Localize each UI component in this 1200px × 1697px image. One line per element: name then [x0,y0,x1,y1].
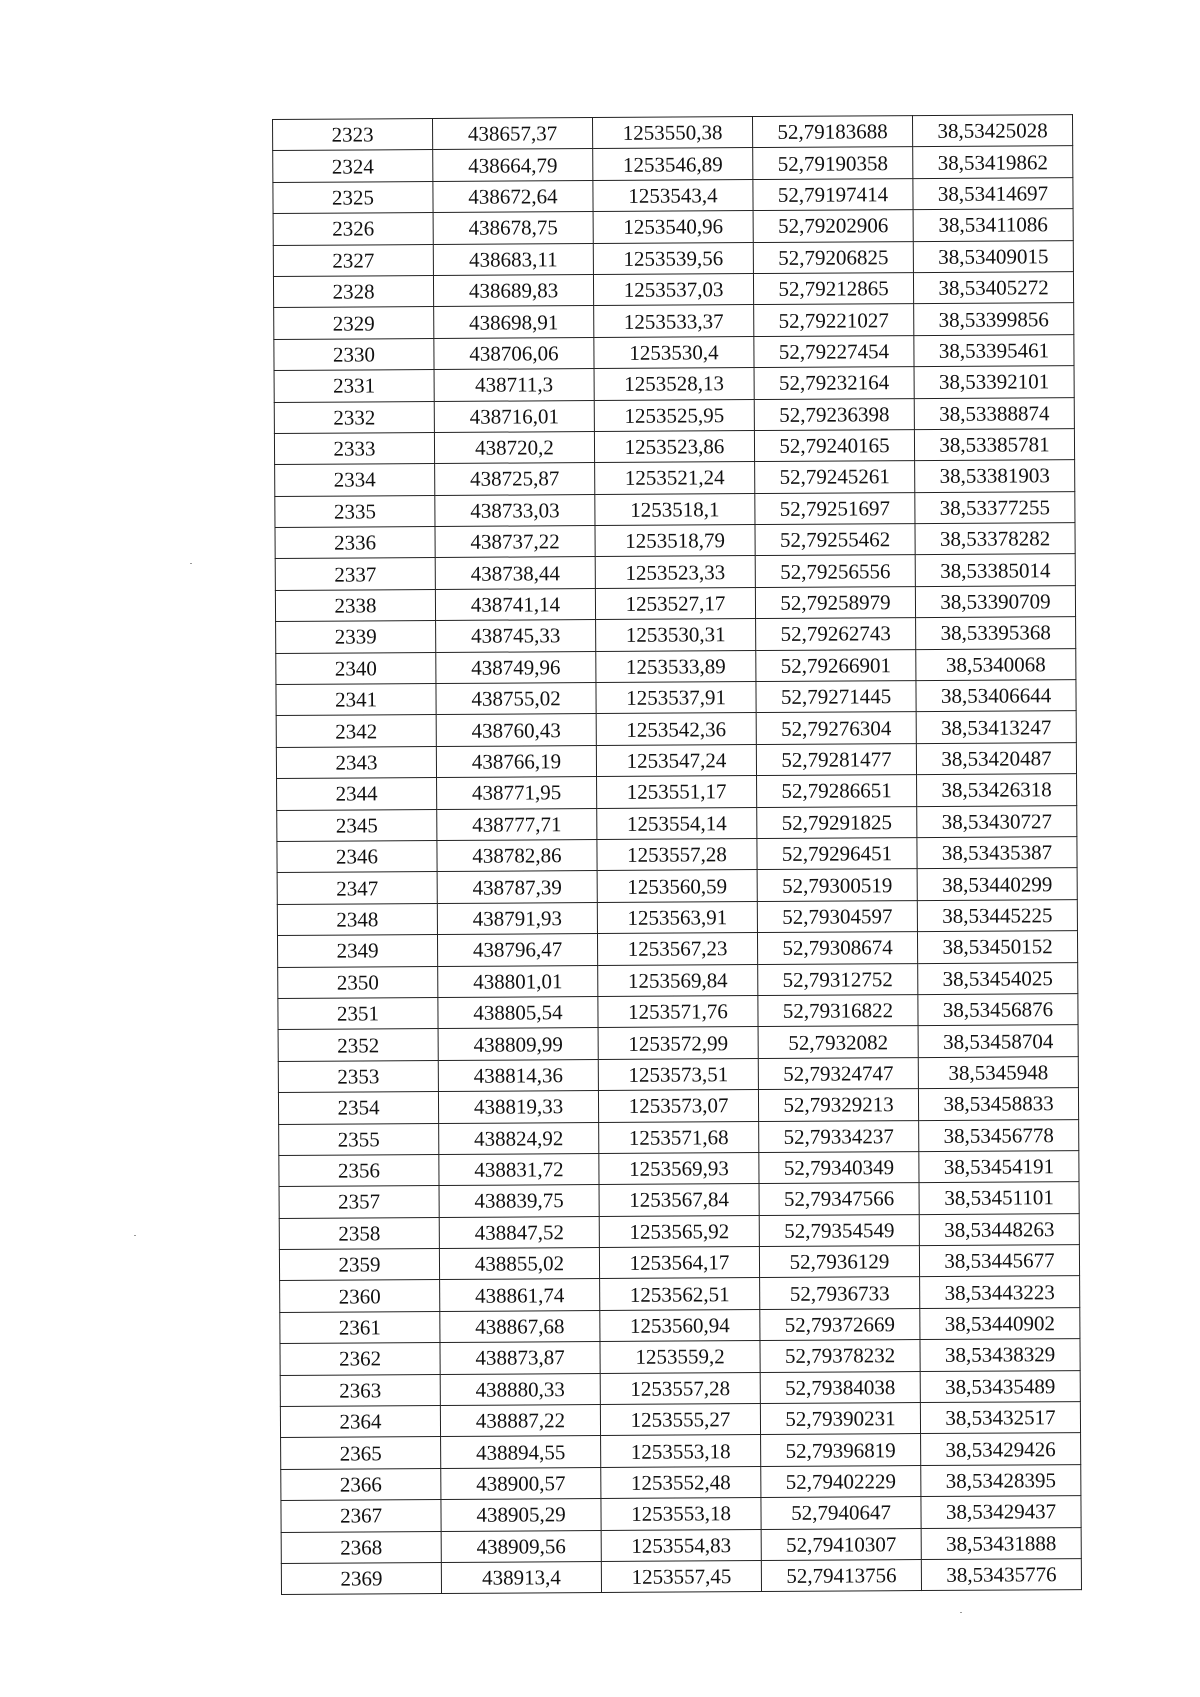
x-coordinate-cell: 438913,4 [441,1561,601,1593]
longitude-cell: 38,53430727 [917,805,1077,837]
point-number-cell: 2359 [279,1249,439,1281]
point-number-cell: 2332 [274,401,434,433]
y-coordinate-cell: 1253554,14 [597,807,757,839]
table-row [277,774,1077,810]
latitude-cell: 52,79354549 [759,1214,919,1246]
x-coordinate-cell: 438814,36 [438,1059,598,1091]
x-coordinate-cell: 438867,68 [440,1310,600,1342]
y-coordinate-cell: 1253518,79 [595,525,755,557]
point-number-cell: 2334 [275,464,435,496]
latitude-cell: 52,79202906 [753,210,913,242]
point-number-cell: 2364 [280,1406,440,1438]
longitude-cell: 38,53390709 [915,585,1075,617]
y-coordinate-cell: 1253552,48 [601,1466,761,1498]
y-coordinate-cell: 1253547,24 [596,744,756,776]
latitude-cell: 52,79281477 [756,743,916,775]
point-number-cell: 2337 [275,558,435,590]
y-coordinate-cell: 1253554,83 [601,1529,761,1561]
y-coordinate-cell: 1253550,38 [592,117,752,149]
y-coordinate-cell: 1253567,23 [597,933,757,965]
x-coordinate-cell: 438839,75 [439,1185,599,1217]
y-coordinate-cell: 1253543,4 [593,179,753,211]
table-row [280,1276,1080,1312]
y-coordinate-cell: 1253551,17 [597,776,757,808]
latitude-cell: 52,79221027 [754,304,914,336]
x-coordinate-cell: 438755,02 [436,683,596,715]
point-number-cell: 2347 [277,872,437,904]
table-row [275,585,1075,621]
point-number-cell: 2356 [279,1154,439,1186]
table-row [279,1119,1079,1155]
latitude-cell: 52,79227454 [754,335,914,367]
x-coordinate-cell: 438791,93 [437,902,597,934]
longitude-cell: 38,53438329 [920,1339,1080,1371]
latitude-cell: 52,79291825 [757,806,917,838]
table-row [278,994,1078,1030]
latitude-cell: 52,79256556 [755,555,915,587]
x-coordinate-cell: 438894,55 [441,1436,601,1468]
latitude-cell: 52,79197414 [753,178,913,210]
longitude-cell: 38,53413247 [916,711,1076,743]
x-coordinate-cell: 438900,57 [441,1467,601,1499]
point-number-cell: 2342 [276,715,436,747]
x-coordinate-cell: 438873,87 [440,1342,600,1374]
longitude-cell: 38,53428395 [921,1464,1081,1496]
y-coordinate-cell: 1253560,94 [600,1309,760,1341]
table-row [280,1370,1080,1406]
table-row [276,680,1076,716]
y-coordinate-cell: 1253525,95 [594,399,754,431]
latitude-cell: 52,79410307 [761,1528,921,1560]
point-number-cell: 2369 [281,1562,441,1594]
latitude-cell: 52,79390231 [760,1403,920,1435]
y-coordinate-cell: 1253521,24 [595,462,755,494]
x-coordinate-cell: 438777,71 [437,808,597,840]
y-coordinate-cell: 1253542,36 [596,713,756,745]
latitude-cell: 52,79276304 [756,712,916,744]
table-row [278,1025,1078,1061]
longitude-cell: 38,53395368 [916,617,1076,649]
longitude-cell: 38,53456876 [918,994,1078,1026]
point-number-cell: 2325 [273,181,433,213]
y-coordinate-cell: 1253562,51 [600,1278,760,1310]
table-row [277,868,1077,904]
latitude-cell: 52,79286651 [757,775,917,807]
longitude-cell: 38,53399856 [914,303,1074,335]
y-coordinate-cell: 1253557,28 [597,839,757,871]
latitude-cell: 52,79304597 [757,900,917,932]
longitude-cell: 38,53406644 [916,680,1076,712]
coordinates-table-body [273,115,1082,1595]
y-coordinate-cell: 1253553,18 [601,1498,761,1530]
point-number-cell: 2349 [277,935,437,967]
longitude-cell: 38,53432517 [920,1402,1080,1434]
point-number-cell: 2352 [278,1029,438,1061]
point-number-cell: 2323 [273,119,433,151]
latitude-cell: 52,79251697 [755,492,915,524]
latitude-cell: 52,79413756 [761,1560,921,1592]
x-coordinate-cell: 438905,29 [441,1499,601,1531]
latitude-cell: 52,7940647 [761,1497,921,1529]
y-coordinate-cell: 1253523,33 [595,556,755,588]
table-row [277,837,1077,873]
table-row [276,742,1076,778]
latitude-cell: 52,79266901 [756,649,916,681]
latitude-cell: 52,79324747 [758,1057,918,1089]
point-number-cell: 2346 [277,840,437,872]
point-number-cell: 2350 [278,966,438,998]
table-row [273,146,1073,182]
latitude-cell: 52,79236398 [754,398,914,430]
y-coordinate-cell: 1253569,84 [598,964,758,996]
longitude-cell: 38,53458704 [918,1025,1078,1057]
point-number-cell: 2324 [273,150,433,182]
x-coordinate-cell: 438678,75 [433,212,593,244]
table-row [278,1088,1078,1124]
y-coordinate-cell: 1253557,45 [601,1561,761,1593]
x-coordinate-cell: 438745,33 [436,620,596,652]
point-number-cell: 2357 [279,1186,439,1218]
longitude-cell: 38,53429437 [921,1496,1081,1528]
point-number-cell: 2329 [274,307,434,339]
y-coordinate-cell: 1253560,59 [597,870,757,902]
x-coordinate-cell: 438741,14 [435,588,595,620]
longitude-cell: 38,53443223 [920,1276,1080,1308]
point-number-cell: 2335 [275,495,435,527]
point-number-cell: 2343 [276,746,436,778]
y-coordinate-cell: 1253533,37 [594,305,754,337]
y-coordinate-cell: 1253527,17 [595,587,755,619]
table-row [274,397,1074,433]
table-row [275,460,1075,496]
table-row [281,1433,1081,1469]
x-coordinate-cell: 438657,37 [433,118,593,150]
point-number-cell: 2360 [280,1280,440,1312]
x-coordinate-cell: 438760,43 [436,714,596,746]
y-coordinate-cell: 1253537,03 [593,274,753,306]
latitude-cell: 52,79183688 [752,116,912,148]
longitude-cell: 38,53431888 [921,1527,1081,1559]
latitude-cell: 52,79212865 [753,273,913,305]
point-number-cell: 2328 [273,275,433,307]
latitude-cell: 52,79312752 [758,963,918,995]
table-row [277,899,1077,935]
y-coordinate-cell: 1253528,13 [594,368,754,400]
table-row [273,115,1073,151]
latitude-cell: 52,79240165 [754,429,914,461]
x-coordinate-cell: 438819,33 [438,1091,598,1123]
longitude-cell: 38,53409015 [913,240,1073,272]
table-row [275,523,1075,559]
longitude-cell: 38,53440299 [917,868,1077,900]
y-coordinate-cell: 1253563,91 [597,901,757,933]
x-coordinate-cell: 438672,64 [433,180,593,212]
y-coordinate-cell: 1253557,28 [600,1372,760,1404]
point-number-cell: 2368 [281,1531,441,1563]
latitude-cell: 52,79329213 [758,1089,918,1121]
scan-speck [190,563,192,564]
x-coordinate-cell: 438737,22 [435,526,595,558]
longitude-cell: 38,5345948 [918,1056,1078,1088]
latitude-cell: 52,79378232 [760,1340,920,1372]
point-number-cell: 2341 [276,684,436,716]
table-row [274,303,1074,339]
longitude-cell: 38,53458833 [918,1088,1078,1120]
table-row [273,177,1073,213]
latitude-cell: 52,79334237 [759,1120,919,1152]
y-coordinate-cell: 1253530,31 [596,619,756,651]
x-coordinate-cell: 438725,87 [435,463,595,495]
x-coordinate-cell: 438861,74 [440,1279,600,1311]
point-number-cell: 2355 [279,1123,439,1155]
latitude-cell: 52,79372669 [760,1308,920,1340]
latitude-cell: 52,79232164 [754,367,914,399]
latitude-cell: 52,79190358 [753,147,913,179]
y-coordinate-cell: 1253569,93 [599,1152,759,1184]
table-row [281,1527,1081,1563]
point-number-cell: 2340 [276,652,436,684]
y-coordinate-cell: 1253555,27 [600,1404,760,1436]
y-coordinate-cell: 1253564,17 [599,1247,759,1279]
point-number-cell: 2333 [274,432,434,464]
scan-speck [960,1612,962,1613]
longitude-cell: 38,53435489 [920,1370,1080,1402]
table-row [280,1339,1080,1375]
y-coordinate-cell: 1253530,4 [594,336,754,368]
table-row [274,334,1074,370]
longitude-cell: 38,53405272 [913,272,1073,304]
point-number-cell: 2361 [280,1311,440,1343]
y-coordinate-cell: 1253573,51 [598,1058,758,1090]
table-row [275,491,1075,527]
y-coordinate-cell: 1253571,68 [599,1121,759,1153]
longitude-cell: 38,53450152 [917,931,1077,963]
y-coordinate-cell: 1253539,56 [593,242,753,274]
longitude-cell: 38,53454191 [919,1150,1079,1182]
point-number-cell: 2353 [278,1060,438,1092]
table-row [277,931,1077,967]
x-coordinate-cell: 438831,72 [439,1153,599,1185]
y-coordinate-cell: 1253571,76 [598,995,758,1027]
table-row [273,240,1073,276]
x-coordinate-cell: 438716,01 [434,400,594,432]
x-coordinate-cell: 438824,92 [439,1122,599,1154]
point-number-cell: 2354 [278,1092,438,1124]
y-coordinate-cell: 1253559,2 [600,1341,760,1373]
table-row [281,1496,1081,1532]
latitude-cell: 52,7932082 [758,1026,918,1058]
point-number-cell: 2363 [280,1374,440,1406]
table-row [279,1182,1079,1218]
latitude-cell: 52,79206825 [753,241,913,273]
longitude-cell: 38,53392101 [914,366,1074,398]
latitude-cell: 52,79396819 [761,1434,921,1466]
x-coordinate-cell: 438664,79 [433,149,593,181]
longitude-cell: 38,53456778 [919,1119,1079,1151]
y-coordinate-cell: 1253533,89 [596,650,756,682]
longitude-cell: 38,53426318 [917,774,1077,806]
latitude-cell: 52,79271445 [756,681,916,713]
longitude-cell: 38,53435387 [917,837,1077,869]
longitude-cell: 38,53425028 [912,115,1072,147]
y-coordinate-cell: 1253540,96 [593,211,753,243]
x-coordinate-cell: 438847,52 [439,1216,599,1248]
longitude-cell: 38,53385781 [914,429,1074,461]
x-coordinate-cell: 438787,39 [437,871,597,903]
longitude-cell: 38,53414697 [913,177,1073,209]
x-coordinate-cell: 438683,11 [433,243,593,275]
x-coordinate-cell: 438720,2 [434,431,594,463]
x-coordinate-cell: 438711,3 [434,369,594,401]
point-number-cell: 2330 [274,338,434,370]
longitude-cell: 38,53448263 [919,1213,1079,1245]
x-coordinate-cell: 438689,83 [433,274,593,306]
table-row [281,1559,1081,1595]
longitude-cell: 38,53420487 [916,742,1076,774]
point-number-cell: 2336 [275,527,435,559]
longitude-cell: 38,53429426 [921,1433,1081,1465]
latitude-cell: 52,79316822 [758,995,918,1027]
point-number-cell: 2327 [273,244,433,276]
longitude-cell: 38,53451101 [919,1182,1079,1214]
point-number-cell: 2351 [278,997,438,1029]
x-coordinate-cell: 438805,54 [438,996,598,1028]
latitude-cell: 52,79300519 [757,869,917,901]
x-coordinate-cell: 438771,95 [437,777,597,809]
table-row [278,962,1078,998]
x-coordinate-cell: 438698,91 [434,306,594,338]
table-row [279,1245,1079,1281]
x-coordinate-cell: 438909,56 [441,1530,601,1562]
point-number-cell: 2348 [277,903,437,935]
y-coordinate-cell: 1253546,89 [593,148,753,180]
table-row [273,209,1073,245]
latitude-cell: 52,79384038 [760,1371,920,1403]
table-row [281,1464,1081,1500]
x-coordinate-cell: 438887,22 [440,1405,600,1437]
longitude-cell: 38,53411086 [913,209,1073,241]
longitude-cell: 38,53440902 [920,1307,1080,1339]
table-row [273,272,1073,308]
latitude-cell: 52,79255462 [755,524,915,556]
table-row [274,366,1074,402]
table-row [280,1402,1080,1438]
longitude-cell: 38,53388874 [914,397,1074,429]
latitude-cell: 52,79402229 [761,1465,921,1497]
point-number-cell: 2326 [273,213,433,245]
x-coordinate-cell: 438855,02 [439,1248,599,1280]
point-number-cell: 2366 [281,1468,441,1500]
coordinates-table [272,114,1082,1595]
longitude-cell: 38,53381903 [915,460,1075,492]
latitude-cell: 52,7936129 [759,1246,919,1278]
y-coordinate-cell: 1253523,86 [594,430,754,462]
x-coordinate-cell: 438782,86 [437,840,597,872]
latitude-cell: 52,79340349 [759,1151,919,1183]
latitude-cell: 52,79296451 [757,838,917,870]
point-number-cell: 2338 [275,589,435,621]
table-row [276,648,1076,684]
table-row [276,617,1076,653]
x-coordinate-cell: 438749,96 [436,651,596,683]
y-coordinate-cell: 1253537,91 [596,682,756,714]
longitude-cell: 38,53395461 [914,334,1074,366]
latitude-cell: 52,79308674 [757,932,917,964]
longitude-cell: 38,53445677 [919,1245,1079,1277]
y-coordinate-cell: 1253565,92 [599,1215,759,1247]
x-coordinate-cell: 438796,47 [437,934,597,966]
x-coordinate-cell: 438801,01 [438,965,598,997]
point-number-cell: 2367 [281,1500,441,1532]
table-row [279,1150,1079,1186]
point-number-cell: 2358 [279,1217,439,1249]
x-coordinate-cell: 438733,03 [435,494,595,526]
latitude-cell: 52,7936733 [760,1277,920,1309]
table-row [276,711,1076,747]
table-row [279,1213,1079,1249]
x-coordinate-cell: 438880,33 [440,1373,600,1405]
table-row [277,805,1077,841]
longitude-cell: 38,53445225 [917,899,1077,931]
point-number-cell: 2345 [277,809,437,841]
longitude-cell: 38,5340068 [916,648,1076,680]
table-row [274,429,1074,465]
y-coordinate-cell: 1253553,18 [601,1435,761,1467]
x-coordinate-cell: 438738,44 [435,557,595,589]
point-number-cell: 2331 [274,370,434,402]
latitude-cell: 52,79262743 [756,618,916,650]
point-number-cell: 2365 [281,1437,441,1469]
table-row [275,554,1075,590]
latitude-cell: 52,79347566 [759,1183,919,1215]
x-coordinate-cell: 438766,19 [436,745,596,777]
y-coordinate-cell: 1253573,07 [598,1090,758,1122]
point-number-cell: 2339 [276,621,436,653]
latitude-cell: 52,79245261 [755,461,915,493]
longitude-cell: 38,53454025 [918,962,1078,994]
y-coordinate-cell: 1253518,1 [595,493,755,525]
point-number-cell: 2344 [277,778,437,810]
longitude-cell: 38,53419862 [913,146,1073,178]
longitude-cell: 38,53378282 [915,523,1075,555]
longitude-cell: 38,53377255 [915,491,1075,523]
point-number-cell: 2362 [280,1343,440,1375]
longitude-cell: 38,53435776 [921,1559,1081,1591]
x-coordinate-cell: 438706,06 [434,337,594,369]
y-coordinate-cell: 1253567,84 [599,1184,759,1216]
latitude-cell: 52,79258979 [755,586,915,618]
y-coordinate-cell: 1253572,99 [598,1027,758,1059]
table-row [280,1307,1080,1343]
longitude-cell: 38,53385014 [915,554,1075,586]
x-coordinate-cell: 438809,99 [438,1028,598,1060]
scan-speck [134,1235,136,1236]
table-row [278,1056,1078,1092]
